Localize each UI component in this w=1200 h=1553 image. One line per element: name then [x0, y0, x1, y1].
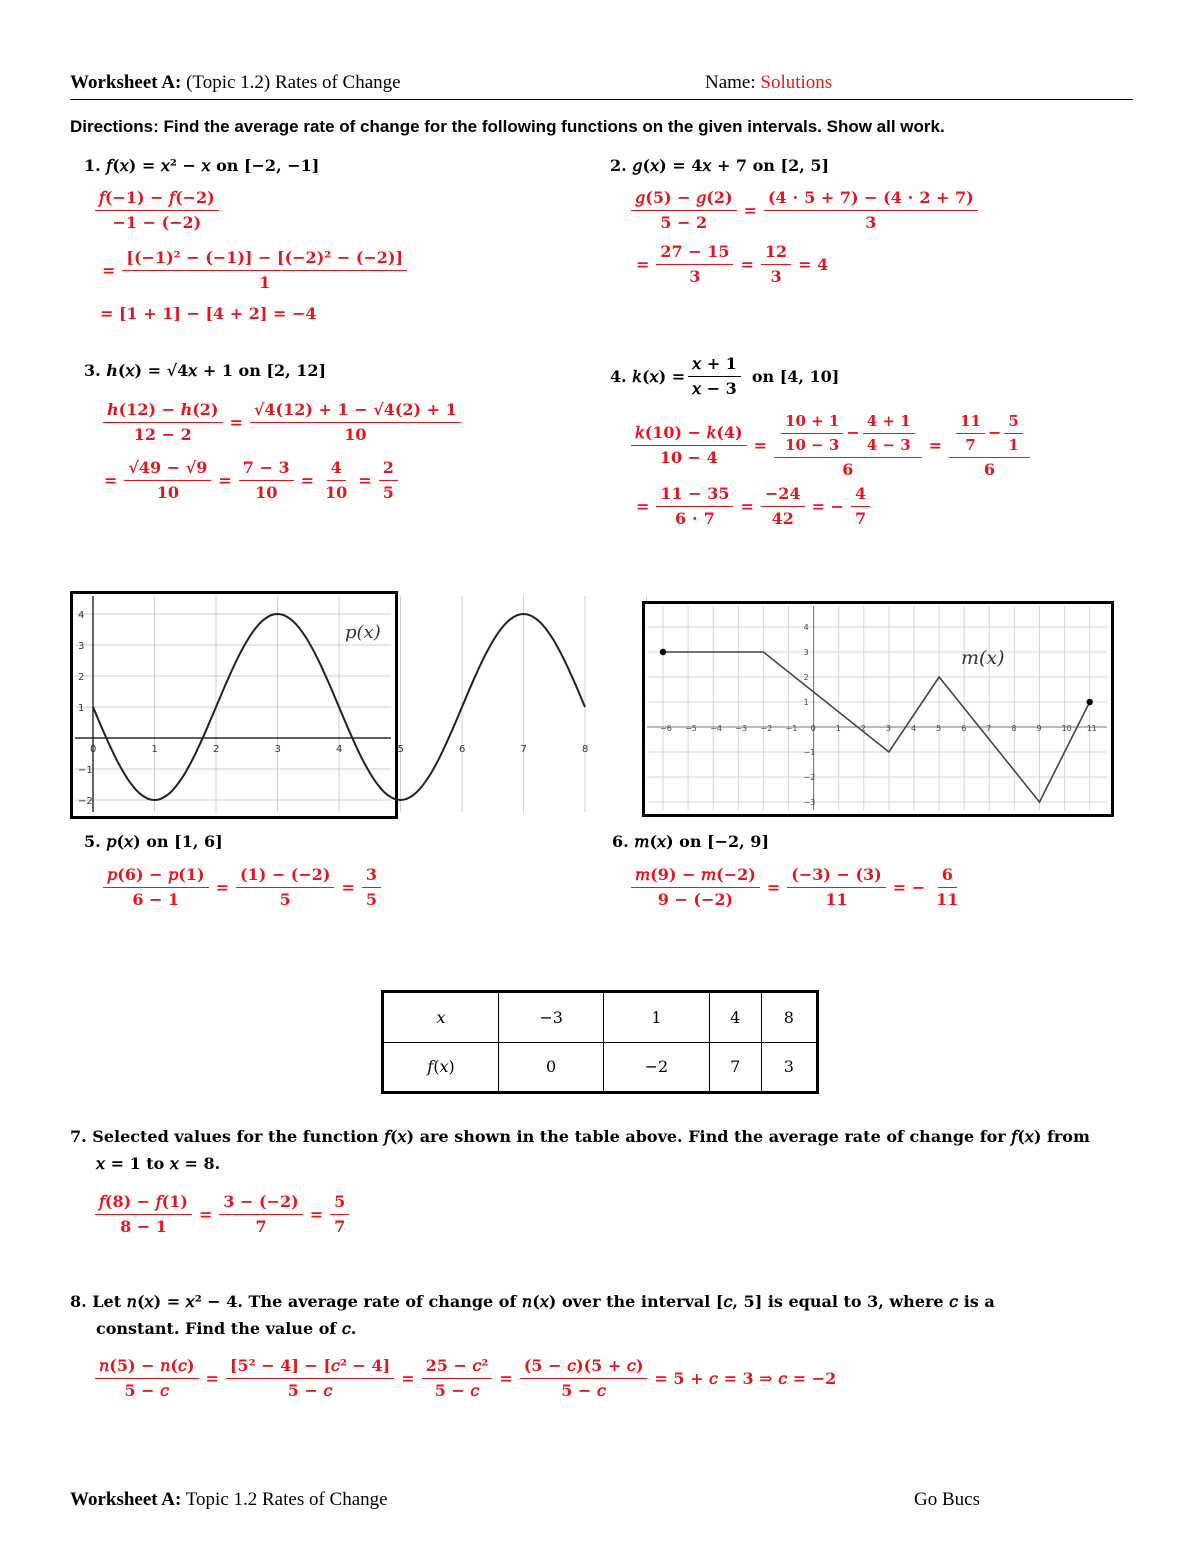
problem-8-prompt-line-2: constant. Find the value of 𝑐.	[96, 1319, 357, 1338]
x-tick-label: 6	[961, 724, 967, 733]
graph-p-plot	[73, 594, 589, 816]
table-cell: 4	[709, 992, 761, 1043]
x-tick-label: −3	[735, 724, 748, 733]
problem-7-prompt-line-1: 7. Selected values for the function 𝑓(𝑥) are shown in the table above. Find the average rate of change for 𝑓(𝑥) from	[70, 1127, 1090, 1146]
x-tick-label: 7	[986, 724, 992, 733]
x-tick-label: 3	[274, 744, 281, 755]
problem-1-prompt: 1. 𝑓(𝑥) = 𝑥² − 𝑥 on [−2, −1]	[84, 156, 320, 175]
y-tick-label: −1	[803, 748, 816, 757]
problem-7-work: $\frac{\text{𝑓(8) − 𝑓(1)}}{8 - 1}$ = $\frac{3 - (-2)}{7}$ = $\frac{5}{7}$	[92, 1192, 352, 1237]
y-tick-label: 4	[78, 610, 85, 621]
problem-2-prompt: 2. 𝑔(𝑥) = 4𝑥 + 7 on [2, 5]	[610, 156, 830, 175]
problem-7-prompt-line-2: 𝑥 = 1 to 𝑥 = 8.	[96, 1154, 221, 1173]
table-cell: 1	[604, 992, 709, 1043]
y-tick-label: 3	[78, 641, 85, 652]
problem-1-step-1: $\frac{\text{𝑓(−1) − 𝑓(−2)}}{-1 - (-2)}$	[92, 188, 222, 233]
x-tick-label: 7	[520, 744, 527, 755]
problem-6-prompt: 6. 𝑚(𝑥) on [−2, 9]	[612, 832, 770, 851]
header-rule	[70, 99, 1133, 100]
x-tick-label: 2	[860, 724, 866, 733]
x-tick-label: 5	[936, 724, 942, 733]
y-tick-label: −1	[78, 765, 93, 776]
x-tick-label: 0	[810, 724, 816, 733]
table-cell: 8	[761, 992, 817, 1043]
problem-6-work: $\frac{\text{𝑚(9) − 𝑚(−2)}}{9 - (-2)}$ = $\frac{(-3) - (3)}{11}$ = − $\frac{6}{11}$	[628, 865, 965, 910]
problem-3-step-1: $\frac{\text{ℎ(12) − ℎ(2)}}{12 - 2}$ = $\frac{√4(12) + 1 - √4(2) + 1}{10}$	[100, 400, 464, 445]
y-tick-label: −3	[803, 798, 816, 807]
y-tick-label: 3	[803, 648, 809, 657]
y-tick-label: 1	[78, 703, 85, 714]
x-tick-label: 10	[1061, 724, 1072, 733]
m-end-point	[1087, 699, 1093, 705]
table-cell: 𝑓(𝑥)	[383, 1042, 499, 1093]
table-cell: 𝑥	[383, 992, 499, 1043]
p-label: 𝑝(𝑥)	[345, 622, 381, 643]
problem-3-step-2: = $\frac{√49 - √9}{10}$ = $\frac{7 - 3}{10}$ = $\frac{4}{10}$ = $\frac{2}{5}$	[100, 458, 401, 503]
values-table	[381, 990, 819, 1094]
m-start-point	[660, 649, 666, 655]
x-tick-label: 4	[911, 724, 917, 733]
problem-5-work: $\frac{\text{𝑝(6) − 𝑝(1)}}{6 - 1}$ = $\frac{(1) - (-2)}{5}$ = $\frac{3}{5}$	[100, 865, 384, 910]
table-cell: −3	[499, 992, 604, 1043]
x-tick-label: 1	[835, 724, 841, 733]
footer-title: Worksheet A: Topic 1.2 Rates of Change	[70, 1489, 388, 1510]
y-tick-label: 2	[803, 673, 809, 682]
x-tick-label: 1	[151, 744, 158, 755]
table-row	[383, 992, 818, 1043]
table-cell: 0	[499, 1042, 604, 1093]
x-tick-label: 11	[1086, 724, 1097, 733]
graph-m-plot	[645, 604, 1111, 814]
x-tick-label: −4	[710, 724, 722, 733]
problem-8-work: $\frac{\text{𝑛(5) − 𝑛(𝑐)}}{\text{5 − 𝑐}}$ = $\frac{\text{[5² − 4] − [𝑐² − 4]}}{\text{5 − 𝑐}}$ = $\frac{\text{25 − 𝑐²}}{\text{5 − 𝑐}}$ = $\frac{\text{(5 − 𝑐)(5 + 𝑐)}}{\text{5 − 𝑐}}$ = 5 + 𝑐 = 3 ⇒ 𝑐 = −2	[92, 1356, 840, 1401]
x-tick-label: −5	[685, 724, 697, 733]
footer-tagline: Go Bucs	[914, 1489, 980, 1510]
problem-2-step-2: = $\frac{27 - 15}{3}$ = $\frac{12}{3}$ = 4	[636, 242, 829, 286]
x-tick-label: −6	[660, 724, 672, 733]
directions: Directions: Find the average rate of change for the following functions on the given intervals. Show all work.	[70, 117, 945, 136]
y-tick-label: 2	[78, 672, 85, 683]
y-tick-label: −2	[803, 773, 816, 782]
x-tick-label: 6	[459, 744, 466, 755]
problem-1-step-2: = $\frac{\text{[(−1)² − (−1)] − [(−2)² − (−2)]}}{1}$	[98, 248, 410, 293]
x-tick-label: 3	[885, 724, 891, 733]
student-name: Name: Solutions	[705, 72, 833, 93]
problem-4-step-2: = $\frac{11 - 35}{6 \cdot 7}$ = $\frac{-24}{42}$ = − $\frac{4}{7}$	[632, 484, 873, 529]
problem-1-result: = [1 + 1] − [4 + 2] = −4	[100, 304, 317, 323]
worksheet-title: Worksheet A: (Topic 1.2) Rates of Change	[70, 72, 401, 93]
y-tick-label: 1	[803, 698, 809, 707]
problem-8-prompt-line-1: 8. Let 𝑛(𝑥) = 𝑥² − 4. The average rate of change of 𝑛(𝑥) over the interval [𝑐, 5] is equal to 3, where 𝑐 is a	[70, 1292, 995, 1311]
table-cell: 7	[709, 1042, 761, 1093]
x-tick-label: 5	[397, 744, 404, 755]
problem-2-step-1: $\frac{\text{𝑔(5) − 𝑔(2)}}{5 - 2}$ = $\frac{(4 \cdot 5 + 7) - (4 \cdot 2 + 7)}{3}$	[628, 188, 981, 233]
problem-5-prompt: 5. 𝑝(𝑥) on [1, 6]	[84, 832, 223, 851]
problem-4-prompt: 4. 𝑘(𝑥) = $\frac{\text{𝑥 + 1}}{\text{𝑥 − 3}}$ on [4, 10]	[610, 354, 840, 398]
problem-3-prompt: 3. ℎ(𝑥) = √4𝑥 + 1 on [2, 12]	[84, 361, 327, 380]
x-tick-label: 2	[213, 744, 220, 755]
y-tick-label: −2	[78, 796, 93, 807]
table-cell: 3	[761, 1042, 817, 1093]
graph-p	[70, 591, 589, 819]
x-tick-label: −2	[760, 724, 773, 733]
graph-m	[642, 601, 1114, 817]
problem-4-step-1: $\frac{\text{𝑘(10) − 𝑘(4)}}{10 - 4}$ = $\frac{10 + 1}{10 - 3}$ − $\frac{4 + 1}{4 - 3}$ 6 = $\frac{11}{7}$ − $\frac{5}{1}$ 6	[628, 412, 1033, 480]
x-tick-label: −1	[785, 724, 798, 733]
table-row	[383, 1042, 818, 1093]
x-tick-label: 0	[90, 744, 97, 755]
x-tick-label: 8	[582, 744, 589, 755]
x-tick-label: 4	[336, 744, 343, 755]
y-tick-label: 4	[803, 623, 809, 632]
table-cell: −2	[604, 1042, 709, 1093]
x-tick-label: 8	[1011, 724, 1017, 733]
m-label: 𝑚(𝑥)	[961, 647, 1005, 669]
x-tick-label: 9	[1036, 724, 1042, 733]
